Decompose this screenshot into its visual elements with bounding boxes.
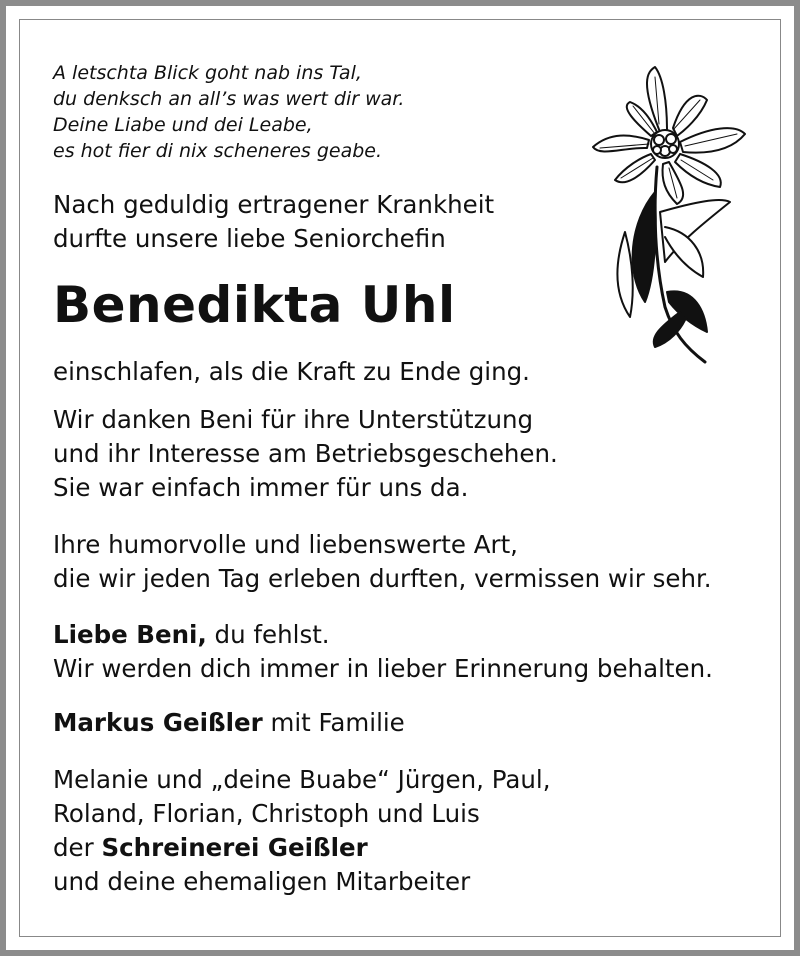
- farewell-line-2: Wir werden dich immer in lieber Erinnerung behalten.: [53, 654, 713, 683]
- primary-mourner-name: Markus Geißler: [53, 708, 263, 737]
- company-name: Schreinerei Geißler: [101, 833, 368, 862]
- thanks-line: Sie war einfach immer für uns da.: [53, 473, 469, 502]
- deceased-name: Benedikta Uhl: [53, 276, 456, 334]
- mourners-list: [53, 763, 551, 899]
- thanks-text: [53, 403, 558, 505]
- mourners-line: Melanie und „deine Buabe“ Jürgen, Paul,: [53, 765, 551, 794]
- primary-mourner-rest: mit Familie: [262, 708, 405, 737]
- humor-line: die wir jeden Tag erleben durften, vermissen wir sehr.: [53, 564, 712, 593]
- farewell-text: [53, 618, 713, 686]
- thanks-line: Wir danken Beni für ihre Unterstützung: [53, 405, 534, 434]
- intro-line: durfte unsere liebe Seniorchefin: [53, 224, 446, 253]
- primary-mourner: [53, 706, 405, 740]
- intro-line: Nach geduldig ertragener Krankheit: [53, 190, 495, 219]
- intro-text: [53, 188, 494, 256]
- poem-line: Deine Liabe und dei Leabe,: [53, 114, 313, 136]
- poem: [53, 60, 404, 164]
- farewell-bold: Liebe Beni,: [53, 620, 207, 649]
- mourners-line: Roland, Florian, Christoph und Luis: [53, 799, 480, 828]
- humor-text: [53, 528, 712, 596]
- poem-line: A letschta Blick goht nab ins Tal,: [53, 62, 362, 84]
- poem-line: du denksch an all’s was wert dir war.: [53, 88, 405, 110]
- mourners-line: [53, 831, 551, 865]
- after-name-text: einschlafen, als die Kraft zu Ende ging.: [53, 357, 530, 386]
- company-prefix: der: [53, 833, 102, 862]
- mourners-line: und deine ehemaligen Mitarbeiter: [53, 867, 471, 896]
- farewell-line: [53, 618, 713, 652]
- poem-line: es hot fier di nix scheneres geabe.: [53, 140, 383, 162]
- farewell-rest: du fehlst.: [206, 620, 330, 649]
- humor-line: Ihre humorvolle und liebenswerte Art,: [53, 530, 518, 559]
- thanks-line: und ihr Interesse am Betriebsgeschehen.: [53, 439, 558, 468]
- edelweiss-icon: [585, 62, 760, 372]
